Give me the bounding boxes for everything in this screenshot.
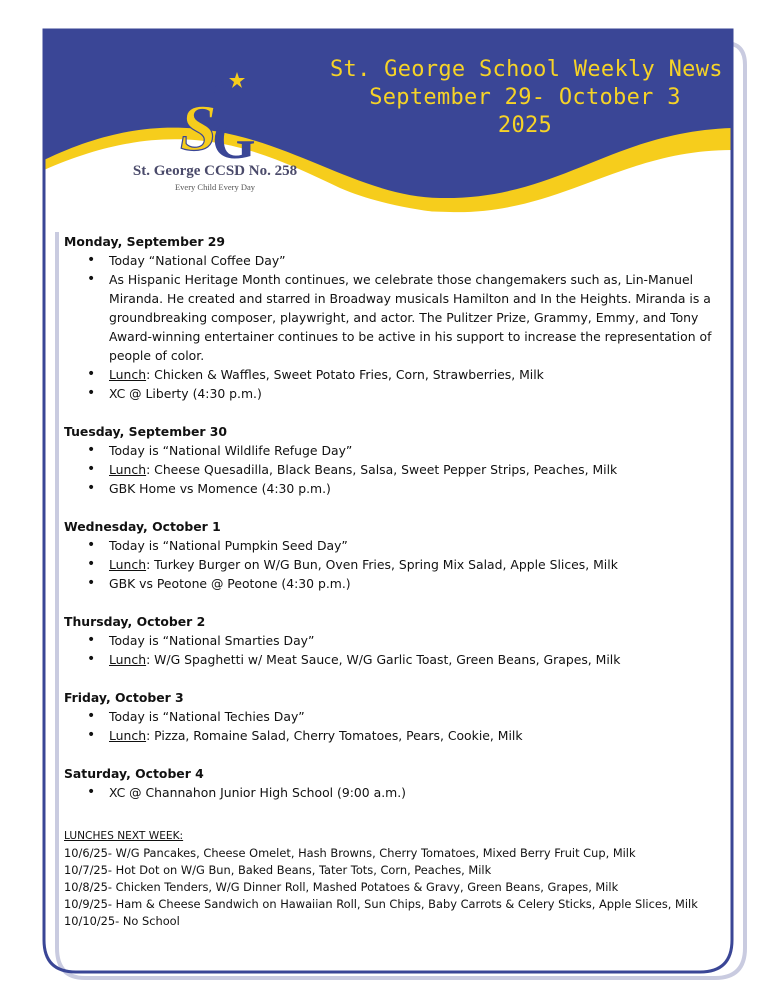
- day-saturday: [64, 764, 724, 802]
- list-item: • Lunch: Pizza, Romaine Salad, Cherry Tomatoes, Pears, Cookie, Milk: [64, 726, 724, 745]
- day-monday: [64, 232, 724, 403]
- list-item: • Lunch: Turkey Burger on W/G Bun, Oven Fries, Spring Mix Salad, Apple Slices, Milk: [64, 555, 724, 574]
- star-icon: [229, 72, 245, 88]
- svg-text:S: S: [180, 92, 217, 165]
- list-item: • Lunch: Chicken & Waffles, Sweet Potato Fries, Corn, Strawberries, Milk: [64, 365, 724, 384]
- day-tuesday: [64, 422, 724, 498]
- day-thursday: [64, 612, 724, 669]
- title-line-2: September 29- October 3: [369, 85, 681, 110]
- list-item: • XC @ Liberty (4:30 p.m.): [64, 384, 724, 403]
- list-item: • Today is “National Wildlife Refuge Day”: [64, 441, 724, 460]
- title-line-3: 2025: [497, 113, 553, 138]
- list-item: • Today is “National Techies Day”: [64, 707, 724, 726]
- list-item: 10/6/25- W/G Pancakes, Cheese Omelet, Hash Browns, Cherry Tomatoes, Mixed Berry Fruit Cup, Milk: [64, 846, 636, 860]
- figure-head-icon: [214, 85, 224, 95]
- lunch-label: Lunch: [109, 652, 147, 667]
- list-item: • Today is “National Smarties Day”: [64, 631, 724, 650]
- list-item: 10/10/25- No School: [64, 914, 180, 928]
- title-line-1: St. George School Weekly News: [330, 57, 723, 82]
- list-item: • As Hispanic Heritage Month continues, we celebrate those changemakers such as, Lin-Manuel Miranda. He created and starred in Broadway musicals Hamilton and In the Heights. Miranda is a groundbreaking composer, playwright, and actor. The Pulitzer Prize, Grammy, Emmy, and Tony Award-winning entertainer continues to be active in his support to increase the representation of people of color.: [64, 270, 724, 365]
- day-title: Monday, September 29: [64, 234, 226, 249]
- list-item: 10/8/25- Chicken Tenders, W/G Dinner Roll, Mashed Potatoes & Gravy, Green Beans, Grapes, Milk: [64, 880, 619, 894]
- day-title: Saturday, October 4: [64, 766, 204, 781]
- lunch-label: Lunch: [109, 367, 147, 382]
- list-item: • Today “National Coffee Day”: [64, 251, 724, 270]
- list-item: 10/7/25- Hot Dot on W/G Bun, Baked Beans, Tater Tots, Corn, Peaches, Milk: [64, 863, 492, 877]
- lunch-label: Lunch: [109, 557, 147, 572]
- lunch-label: Lunch: [109, 462, 147, 477]
- list-item: 10/9/25- Ham & Cheese Sandwich on Hawaiian Roll, Sun Chips, Baby Carrots & Celery Sticks, Apple Slices, Milk: [64, 897, 698, 911]
- day-title: Tuesday, September 30: [64, 424, 228, 439]
- lunch-label: Lunch: [109, 728, 147, 743]
- school-district-name: St. George CCSD No. 258: [132, 163, 298, 179]
- newsletter-title: [330, 56, 723, 140]
- day-wednesday: [64, 517, 724, 593]
- school-tagline: Every Child Every Day: [174, 182, 256, 192]
- weekly-schedule: [64, 232, 724, 821]
- list-item: • Today is “National Pumpkin Seed Day”: [64, 536, 724, 555]
- list-item: • XC @ Channahon Junior High School (9:00 a.m.): [64, 783, 724, 802]
- svg-text:G: G: [212, 109, 256, 171]
- day-title: Friday, October 3: [64, 690, 184, 705]
- day-title: Wednesday, October 1: [64, 519, 221, 534]
- lunches-next-week: [64, 828, 724, 930]
- logo-caption: [110, 163, 320, 192]
- list-item: • GBK vs Peotone @ Peotone (4:30 p.m.): [64, 574, 724, 593]
- section-title: LUNCHES NEXT WEEK:: [64, 830, 184, 842]
- day-title: Thursday, October 2: [64, 614, 206, 629]
- day-friday: [64, 688, 724, 745]
- list-item: • Lunch: Cheese Quesadilla, Black Beans, Salsa, Sweet Pepper Strips, Peaches, Milk: [64, 460, 724, 479]
- list-item: • Lunch: W/G Spaghetti w/ Meat Sauce, W/G Garlic Toast, Green Beans, Grapes, Milk: [64, 650, 724, 669]
- list-item: • GBK Home vs Momence (4:30 p.m.): [64, 479, 724, 498]
